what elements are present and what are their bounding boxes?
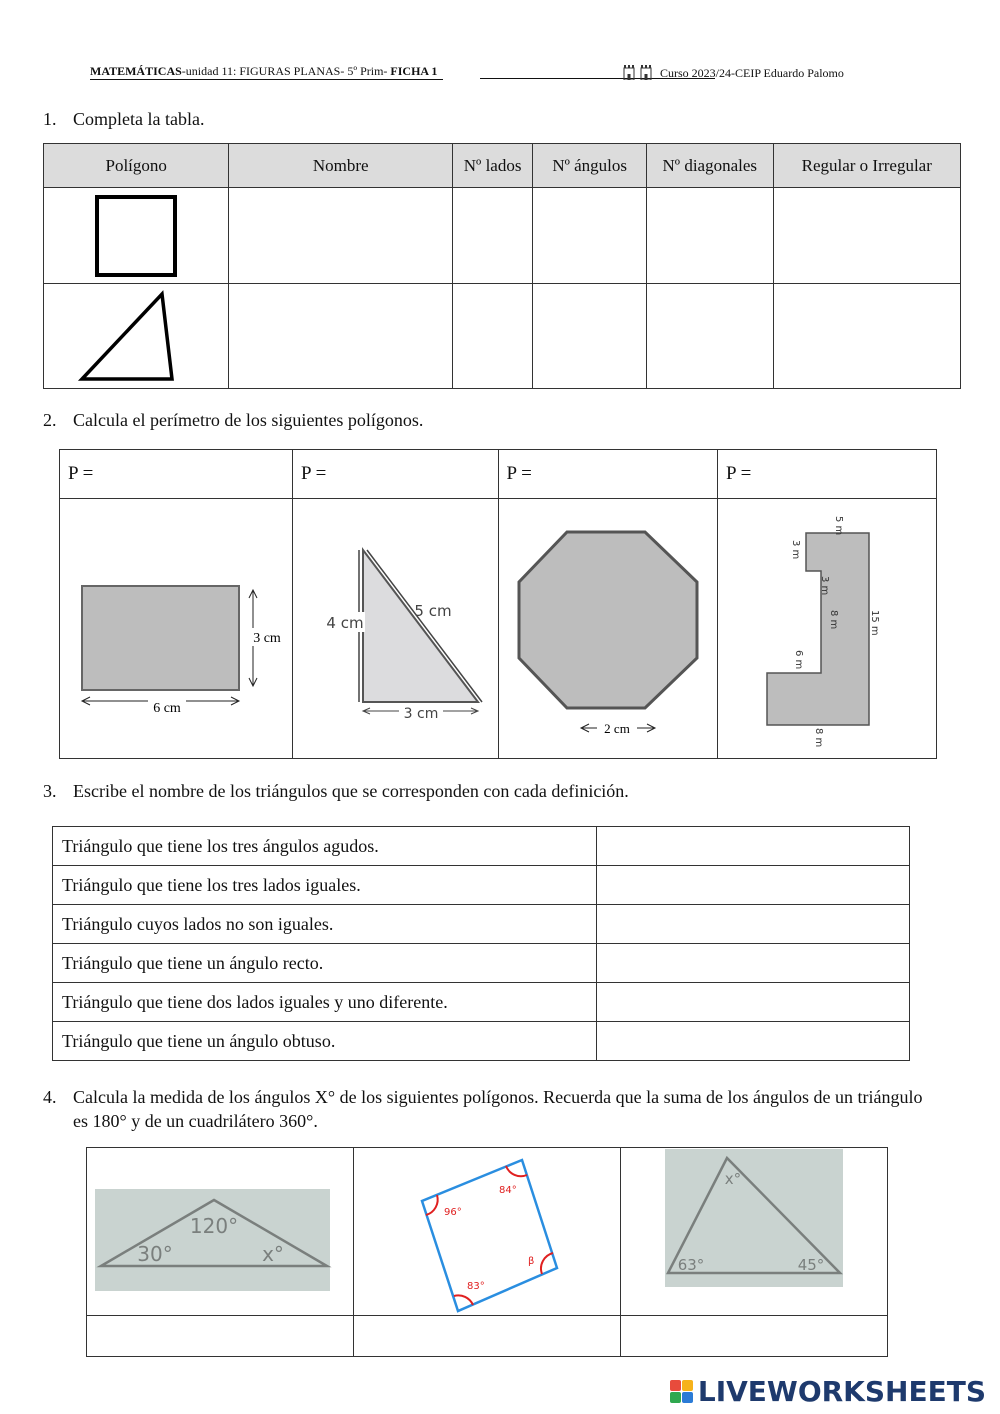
answer-input[interactable] xyxy=(597,1022,910,1061)
answer-input[interactable] xyxy=(354,1316,621,1357)
square-shape xyxy=(86,191,186,281)
dim-inner-long-label: 8 m xyxy=(828,609,839,629)
answer-input[interactable] xyxy=(773,284,961,389)
angle-left-label: 63° xyxy=(677,1255,705,1274)
definition-text: Triángulo que tiene los tres ángulos agudos. xyxy=(53,827,597,866)
q4-table xyxy=(86,1147,888,1357)
page-header xyxy=(90,64,872,80)
angle-left-label: 30° xyxy=(137,1241,173,1266)
octagon-side-label: 2 cm xyxy=(603,720,630,736)
definition-text: Triángulo que tiene dos lados iguales y uno diferente. xyxy=(53,983,597,1022)
answer-input[interactable] xyxy=(533,284,647,389)
answer-input[interactable] xyxy=(229,188,453,284)
header-left xyxy=(90,64,443,80)
header-subject: MATEMÁTICAS xyxy=(90,64,182,78)
triangle-height-label: 4 cm xyxy=(326,613,364,632)
table-row xyxy=(53,905,910,944)
q1-header-poligono: Polígono xyxy=(44,144,229,188)
angle-d-label: 83° xyxy=(467,1280,485,1292)
answer-input[interactable] xyxy=(621,1316,888,1357)
octagon-figure xyxy=(503,500,713,758)
liveworksheets-brand: LIVEWORKSHEETS xyxy=(697,1374,986,1408)
q1-header-lados: Nº lados xyxy=(453,144,533,188)
perimeter-label[interactable]: P = xyxy=(498,450,718,499)
definition-text: Triángulo cuyos lados no son iguales. xyxy=(53,905,597,944)
table-row xyxy=(44,188,961,284)
answer-input[interactable] xyxy=(597,905,910,944)
dim-bottom-label: 8 m xyxy=(813,727,824,747)
angle-right-label: 45° xyxy=(797,1255,825,1274)
acute-triangle-cell xyxy=(621,1148,888,1316)
dim-left-bottom-label: 6 m xyxy=(793,649,804,669)
answer-input[interactable] xyxy=(597,944,910,983)
liveworksheets-logo xyxy=(670,1374,986,1408)
q1-header-nombre: Nombre xyxy=(229,144,453,188)
definition-text: Triángulo que tiene un ángulo obtuso. xyxy=(53,1022,597,1061)
table-row xyxy=(53,866,910,905)
table-row xyxy=(44,284,961,389)
answer-input[interactable] xyxy=(647,188,773,284)
answer-input[interactable] xyxy=(597,827,910,866)
quadrilateral-figure xyxy=(354,1149,620,1315)
q1-table xyxy=(43,143,961,389)
answer-input[interactable] xyxy=(87,1316,354,1357)
q2-table xyxy=(59,449,937,759)
q2-instruction: 2. Calcula el perímetro de los siguientes polígonos. xyxy=(43,410,424,430)
answer-input[interactable] xyxy=(453,188,533,284)
acute-triangle-figure xyxy=(621,1149,887,1315)
angle-top-label: x° xyxy=(724,1169,742,1188)
dim-left-top-label: 3 m xyxy=(790,539,801,559)
header-right xyxy=(622,64,844,81)
definition-text: Triángulo que tiene un ángulo recto. xyxy=(53,944,597,983)
table-row xyxy=(53,827,910,866)
angle-b-label: 96° xyxy=(444,1206,462,1218)
answer-input[interactable] xyxy=(533,188,647,284)
answer-input[interactable] xyxy=(453,284,533,389)
perimeter-label[interactable]: P = xyxy=(60,450,293,499)
angle-right-label: x° xyxy=(262,1241,284,1266)
q1-header-regular: Regular o Irregular xyxy=(773,144,961,188)
angle-top-label: 120° xyxy=(189,1213,239,1238)
table-row xyxy=(53,1022,910,1061)
dim-top-label: 5 m xyxy=(833,515,844,535)
dim-inner-label: 3 m xyxy=(819,575,830,595)
composite-figure-cell xyxy=(718,499,937,759)
answer-input[interactable] xyxy=(597,866,910,905)
header-unit: -unidad 11: FIGURAS PLANAS- 5º Prim- xyxy=(181,64,391,78)
liveworksheets-badge-icon xyxy=(670,1380,693,1403)
obtuse-triangle-figure xyxy=(87,1149,353,1315)
dim-right-label: 15 m xyxy=(869,609,880,636)
octagon-figure-cell xyxy=(498,499,718,759)
rectangle-figure xyxy=(60,500,292,758)
q1-instruction: 1. Completa la tabla. xyxy=(43,109,205,129)
q1-header-angulos: Nº ángulos xyxy=(533,144,647,188)
q4-instruction: 4. Calcula la medida de los ángulos X° de los siguientes polígonos. Recuerda que la suma de los ángulos de un triángulo es 180° y de un cuadrilátero 360°. xyxy=(43,1087,923,1131)
obtuse-triangle-cell xyxy=(87,1148,354,1316)
header-course: Curso 2023/24-CEIP Eduardo Palomo xyxy=(660,66,844,80)
q1-header-diagonales: Nº diagonales xyxy=(647,144,773,188)
angle-a-label: 84° xyxy=(499,1184,517,1196)
rect-height-label: 3 cm xyxy=(253,630,281,646)
perimeter-label[interactable]: P = xyxy=(718,450,937,499)
square-figure-cell xyxy=(44,188,229,284)
triangle-hypotenuse-label: 5 cm xyxy=(414,601,452,620)
answer-input[interactable] xyxy=(229,284,453,389)
right-triangle-figure-cell xyxy=(293,499,499,759)
table-row xyxy=(53,944,910,983)
definition-text: Triángulo que tiene los tres lados iguales. xyxy=(53,866,597,905)
triangle-figure-cell xyxy=(44,284,229,389)
composite-shape-figure xyxy=(718,500,936,758)
triangle-shape xyxy=(76,286,196,386)
quadrilateral-cell xyxy=(354,1148,621,1316)
answer-input[interactable] xyxy=(773,188,961,284)
table-row xyxy=(53,983,910,1022)
rect-width-label: 6 cm xyxy=(153,700,181,716)
perimeter-label[interactable]: P = xyxy=(293,450,499,499)
answer-input[interactable] xyxy=(647,284,773,389)
castle-icon xyxy=(622,64,654,80)
q3-instruction: 3. Escribe el nombre de los triángulos que se corresponden con cada definición. xyxy=(43,781,629,801)
angle-c-label: β xyxy=(528,1255,535,1267)
right-triangle-figure xyxy=(297,500,493,758)
header-sheet: FICHA 1 xyxy=(390,64,438,78)
triangle-base-label: 3 cm xyxy=(403,705,439,722)
rectangle-figure-cell xyxy=(60,499,293,759)
answer-input[interactable] xyxy=(597,983,910,1022)
q3-table xyxy=(52,826,910,1061)
